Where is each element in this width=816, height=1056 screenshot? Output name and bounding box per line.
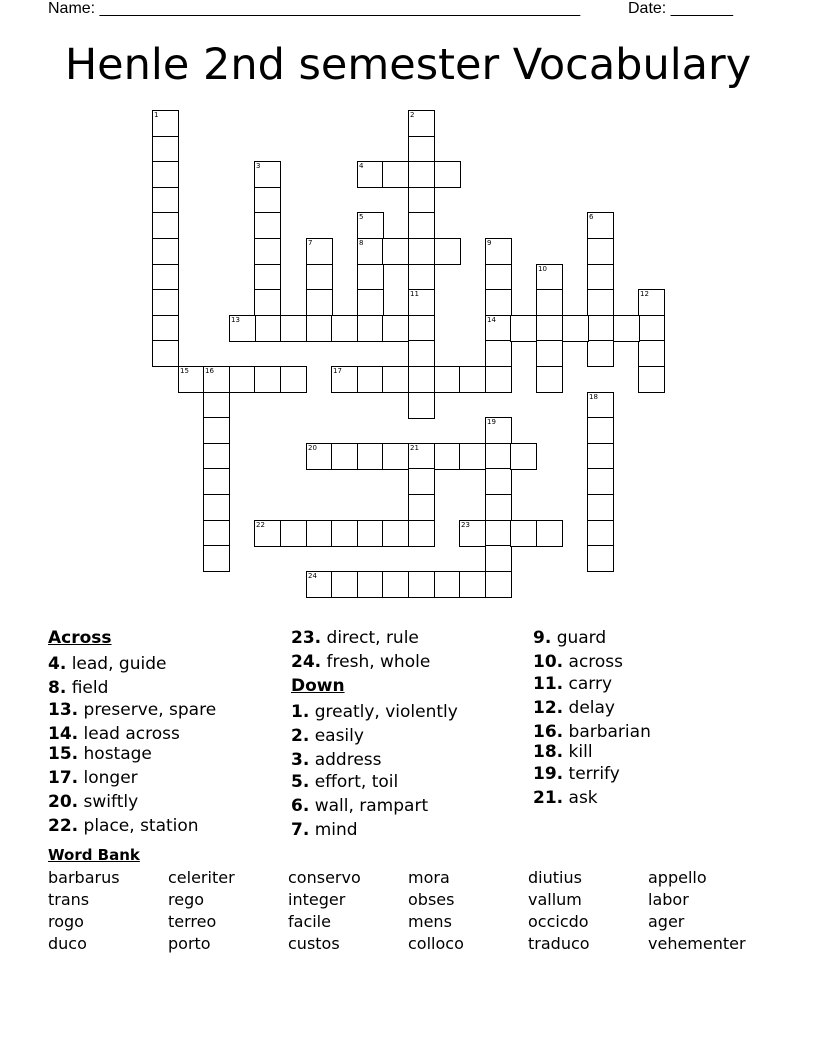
clue-item	[291, 702, 458, 722]
grid-cell[interactable]	[152, 315, 179, 342]
clue-text: place, station	[78, 816, 199, 836]
word-bank-item: barbarus	[48, 868, 120, 887]
grid-cell[interactable]	[587, 417, 614, 444]
clue-number: 1	[154, 111, 159, 119]
clue-item	[533, 652, 623, 672]
grid-cell[interactable]	[587, 264, 614, 291]
clue-item	[533, 674, 612, 694]
word-bank-item: conservo	[288, 868, 361, 887]
word-bank-item: trans	[48, 890, 90, 909]
word-bank-item: duco	[48, 934, 87, 953]
word-bank-item: integer	[288, 890, 346, 909]
word-bank-item: occicdo	[528, 912, 589, 931]
word-bank-item: vallum	[528, 890, 582, 909]
grid-cell[interactable]	[306, 264, 333, 291]
grid-cell[interactable]	[203, 545, 230, 572]
clue-number: 18.	[533, 742, 564, 762]
grid-cell[interactable]	[152, 212, 179, 239]
grid-cell[interactable]	[254, 366, 281, 393]
word-bank-item: appello	[648, 868, 707, 887]
clue-number: 6.	[291, 796, 310, 816]
clue-item	[48, 744, 152, 764]
clue-item	[48, 678, 108, 698]
grid-cell[interactable]	[382, 366, 409, 393]
clue-number: 3	[256, 162, 261, 170]
grid-cell[interactable]	[434, 238, 461, 265]
word-bank-item: mens	[408, 912, 452, 931]
grid-cell[interactable]	[229, 315, 256, 342]
grid-cell[interactable]	[485, 238, 512, 265]
grid-cell[interactable]	[408, 494, 435, 521]
name-field: Name: ______________________________________________________	[48, 0, 581, 17]
clue-number: 10	[538, 265, 547, 273]
grid-cell[interactable]	[510, 443, 537, 470]
clue-number: 23	[461, 521, 470, 529]
clue-number: 17.	[48, 768, 79, 788]
grid-cell[interactable]	[254, 264, 281, 291]
clue-number: 19	[487, 418, 496, 426]
clue-text: longer	[78, 768, 138, 788]
clue-number: 11.	[533, 674, 564, 694]
clue-item	[533, 722, 651, 742]
grid-cell[interactable]	[485, 315, 512, 342]
clue-item	[533, 788, 598, 808]
across-heading: Across	[48, 628, 112, 648]
page-title: Henle 2nd semester Vocabulary	[64, 40, 752, 90]
clue-number: 15.	[48, 744, 79, 764]
clue-item	[291, 796, 428, 816]
clue-number: 16	[205, 367, 214, 375]
grid-cell[interactable]	[203, 520, 230, 547]
grid-cell[interactable]	[178, 366, 205, 393]
grid-cell[interactable]	[510, 520, 537, 547]
clue-number: 10.	[533, 652, 564, 672]
grid-cell[interactable]	[587, 494, 614, 521]
grid-cell[interactable]	[203, 468, 230, 495]
word-bank-item: labor	[648, 890, 689, 909]
grid-cell[interactable]	[510, 315, 537, 342]
clue-number: 22.	[48, 816, 79, 836]
clue-number: 12	[640, 290, 649, 298]
clue-number: 8	[359, 239, 364, 247]
grid-cell[interactable]	[254, 315, 281, 342]
grid-cell[interactable]	[152, 161, 179, 188]
word-bank-item: terreo	[168, 912, 217, 931]
grid-cell[interactable]	[485, 340, 512, 367]
clue-text: direct, rule	[321, 628, 419, 648]
grid-cell[interactable]	[485, 468, 512, 495]
grid-cell[interactable]	[459, 520, 486, 547]
grid-cell[interactable]	[638, 289, 665, 316]
grid-cell[interactable]	[485, 417, 512, 444]
grid-cell[interactable]	[280, 366, 307, 393]
word-bank-item: celeriter	[168, 868, 235, 887]
clue-number: 20.	[48, 792, 79, 812]
grid-cell[interactable]	[331, 315, 358, 342]
clue-text: field	[66, 678, 109, 698]
grid-cell[interactable]	[306, 315, 333, 342]
grid-cell[interactable]	[357, 443, 384, 470]
clue-text: barbarian	[563, 722, 651, 742]
clue-text: preserve, spare	[78, 700, 217, 720]
clue-item	[533, 698, 615, 718]
grid-cell[interactable]	[459, 443, 486, 470]
clue-number: 16.	[533, 722, 564, 742]
clue-text: across	[563, 652, 624, 672]
grid-cell[interactable]	[203, 392, 230, 419]
clue-text: terrify	[563, 764, 620, 784]
clue-item	[48, 700, 216, 720]
clue-number: 1.	[291, 702, 310, 722]
clue-text: greatly, violently	[309, 702, 458, 722]
grid-cell[interactable]	[408, 571, 435, 598]
grid-cell[interactable]	[382, 520, 409, 547]
word-bank-item: rego	[168, 890, 205, 909]
grid-cell[interactable]	[587, 289, 614, 316]
word-bank-item: colloco	[408, 934, 464, 953]
clue-number: 9	[487, 239, 492, 247]
grid-cell[interactable]	[306, 289, 333, 316]
grid-cell[interactable]	[357, 315, 384, 342]
clue-item	[291, 628, 419, 648]
grid-cell[interactable]	[331, 443, 358, 470]
grid-cell[interactable]	[434, 571, 461, 598]
grid-cell[interactable]	[485, 520, 512, 547]
clue-text: carry	[563, 674, 613, 694]
grid-cell[interactable]	[280, 520, 307, 547]
clue-number: 4.	[48, 654, 67, 674]
grid-cell[interactable]	[536, 264, 563, 291]
clue-number: 20	[308, 444, 317, 452]
grid-cell[interactable]	[280, 315, 307, 342]
clue-number: 9.	[533, 628, 552, 648]
grid-cell[interactable]	[152, 264, 179, 291]
grid-cell[interactable]	[408, 520, 435, 547]
clue-item	[291, 750, 382, 770]
grid-cell[interactable]	[152, 289, 179, 316]
grid-cell[interactable]	[485, 443, 512, 470]
grid-cell[interactable]	[152, 238, 179, 265]
grid-cell[interactable]	[485, 289, 512, 316]
grid-cell[interactable]	[613, 315, 640, 342]
grid-cell[interactable]	[434, 366, 461, 393]
grid-cell[interactable]	[536, 315, 563, 342]
grid-cell[interactable]	[357, 520, 384, 547]
grid-cell[interactable]	[331, 366, 358, 393]
grid-cell[interactable]	[254, 289, 281, 316]
grid-cell[interactable]	[306, 571, 333, 598]
clue-number: 7.	[291, 820, 310, 840]
grid-cell[interactable]	[306, 443, 333, 470]
word-bank-item: rogo	[48, 912, 84, 931]
clue-number: 4	[359, 162, 364, 170]
grid-cell[interactable]	[434, 443, 461, 470]
clue-number: 5.	[291, 772, 310, 792]
clue-item	[291, 772, 398, 792]
grid-cell[interactable]	[638, 366, 665, 393]
word-bank-title: Word Bank	[48, 846, 140, 864]
clue-text: address	[309, 750, 382, 770]
grid-cell[interactable]	[306, 520, 333, 547]
grid-cell[interactable]	[331, 571, 358, 598]
clue-text: guard	[551, 628, 607, 648]
clue-text: effort, toil	[309, 772, 399, 792]
grid-cell[interactable]	[562, 315, 589, 342]
grid-cell[interactable]	[254, 187, 281, 214]
grid-cell[interactable]	[357, 161, 384, 188]
grid-cell[interactable]	[357, 366, 384, 393]
grid-cell[interactable]	[485, 264, 512, 291]
grid-cell[interactable]	[408, 238, 435, 265]
grid-cell[interactable]	[408, 289, 435, 316]
grid-cell[interactable]	[536, 366, 563, 393]
clue-item	[48, 768, 138, 788]
grid-cell[interactable]	[254, 238, 281, 265]
grid-cell[interactable]	[587, 315, 614, 342]
clue-number: 12.	[533, 698, 564, 718]
grid-cell[interactable]	[485, 545, 512, 572]
grid-cell[interactable]	[152, 110, 179, 137]
grid-cell[interactable]	[203, 494, 230, 521]
clue-number: 2	[410, 111, 415, 119]
grid-cell[interactable]	[254, 212, 281, 239]
clue-text: mind	[309, 820, 358, 840]
clue-item	[48, 654, 166, 674]
clue-number: 24.	[291, 652, 322, 672]
grid-cell[interactable]	[587, 238, 614, 265]
grid-cell[interactable]	[357, 212, 384, 239]
date-field: Date: _______	[628, 0, 733, 17]
grid-cell[interactable]	[587, 468, 614, 495]
grid-cell[interactable]	[203, 443, 230, 470]
clue-number: 14	[487, 316, 496, 324]
grid-cell[interactable]	[382, 571, 409, 598]
grid-cell[interactable]	[254, 520, 281, 547]
grid-cell[interactable]	[382, 161, 409, 188]
clue-text: easily	[309, 726, 364, 746]
clue-text: fresh, whole	[321, 652, 431, 672]
grid-cell[interactable]	[382, 443, 409, 470]
grid-cell[interactable]	[203, 417, 230, 444]
clue-text: wall, rampart	[309, 796, 429, 816]
grid-cell[interactable]	[587, 212, 614, 239]
clue-item	[291, 652, 430, 672]
clue-item	[533, 742, 593, 762]
grid-cell[interactable]	[408, 161, 435, 188]
grid-cell[interactable]	[152, 187, 179, 214]
clue-number: 23.	[291, 628, 322, 648]
grid-cell[interactable]	[306, 238, 333, 265]
clue-item	[48, 816, 199, 836]
grid-cell[interactable]	[485, 494, 512, 521]
grid-cell[interactable]	[638, 315, 665, 342]
word-bank-item: ager	[648, 912, 685, 931]
grid-cell[interactable]	[152, 136, 179, 163]
clue-number: 2.	[291, 726, 310, 746]
clue-text: lead, guide	[66, 654, 167, 674]
grid-cell[interactable]	[331, 520, 358, 547]
clue-number: 3.	[291, 750, 310, 770]
clue-number: 22	[256, 521, 265, 529]
grid-cell[interactable]	[408, 187, 435, 214]
word-bank-item: facile	[288, 912, 331, 931]
word-bank-item: traduco	[528, 934, 590, 953]
clue-number: 21	[410, 444, 419, 452]
grid-cell[interactable]	[152, 340, 179, 367]
word-bank-item: diutius	[528, 868, 582, 887]
grid-cell[interactable]	[408, 392, 435, 419]
clue-number: 13.	[48, 700, 79, 720]
clue-number: 18	[589, 393, 598, 401]
clue-number: 21.	[533, 788, 564, 808]
grid-cell[interactable]	[203, 366, 230, 393]
down-heading: Down	[291, 676, 345, 696]
grid-cell[interactable]	[254, 161, 281, 188]
clue-number: 6	[589, 213, 594, 221]
grid-cell[interactable]	[229, 366, 256, 393]
word-bank-item: custos	[288, 934, 340, 953]
grid-cell[interactable]	[587, 392, 614, 419]
clue-number: 24	[308, 572, 317, 580]
grid-cell[interactable]	[408, 340, 435, 367]
clue-number: 19.	[533, 764, 564, 784]
grid-cell[interactable]	[434, 161, 461, 188]
grid-cell[interactable]	[408, 315, 435, 342]
clue-text: hostage	[78, 744, 152, 764]
grid-cell[interactable]	[357, 264, 384, 291]
clue-number: 14.	[48, 724, 79, 744]
clue-item	[291, 820, 358, 840]
grid-cell[interactable]	[382, 315, 409, 342]
clue-item	[48, 724, 180, 744]
grid-cell[interactable]	[357, 289, 384, 316]
grid-cell[interactable]	[485, 366, 512, 393]
clue-text: ask	[563, 788, 598, 808]
word-bank-item: porto	[168, 934, 211, 953]
clue-text: swiftly	[78, 792, 139, 812]
grid-cell[interactable]	[408, 136, 435, 163]
clue-item	[533, 628, 606, 648]
clue-text: kill	[563, 742, 593, 762]
grid-cell[interactable]	[638, 340, 665, 367]
clue-number: 8.	[48, 678, 67, 698]
grid-cell[interactable]	[587, 443, 614, 470]
clue-number: 17	[333, 367, 342, 375]
grid-cell[interactable]	[382, 238, 409, 265]
grid-cell[interactable]	[536, 520, 563, 547]
clue-item	[533, 764, 620, 784]
clue-item	[48, 792, 138, 812]
word-bank-item: vehementer	[648, 934, 746, 953]
clue-text: delay	[563, 698, 615, 718]
grid-cell[interactable]	[357, 571, 384, 598]
clue-number: 5	[359, 213, 364, 221]
grid-cell[interactable]	[408, 110, 435, 137]
grid-cell[interactable]	[408, 264, 435, 291]
grid-cell[interactable]	[408, 443, 435, 470]
grid-cell[interactable]	[408, 468, 435, 495]
grid-cell[interactable]	[536, 340, 563, 367]
clue-number: 15	[180, 367, 189, 375]
grid-cell[interactable]	[357, 238, 384, 265]
grid-cell[interactable]	[459, 571, 486, 598]
grid-cell[interactable]	[587, 520, 614, 547]
grid-cell[interactable]	[459, 366, 486, 393]
grid-cell[interactable]	[536, 289, 563, 316]
grid-cell[interactable]	[485, 571, 512, 598]
grid-cell[interactable]	[587, 340, 614, 367]
grid-cell[interactable]	[408, 366, 435, 393]
word-bank-item: mora	[408, 868, 450, 887]
clue-item	[291, 726, 364, 746]
grid-cell[interactable]	[587, 545, 614, 572]
grid-cell[interactable]	[408, 212, 435, 239]
clue-text: lead across	[78, 724, 180, 744]
clue-number: 7	[308, 239, 313, 247]
clue-number: 11	[410, 290, 419, 298]
word-bank-item: obses	[408, 890, 455, 909]
clue-number: 13	[231, 316, 240, 324]
